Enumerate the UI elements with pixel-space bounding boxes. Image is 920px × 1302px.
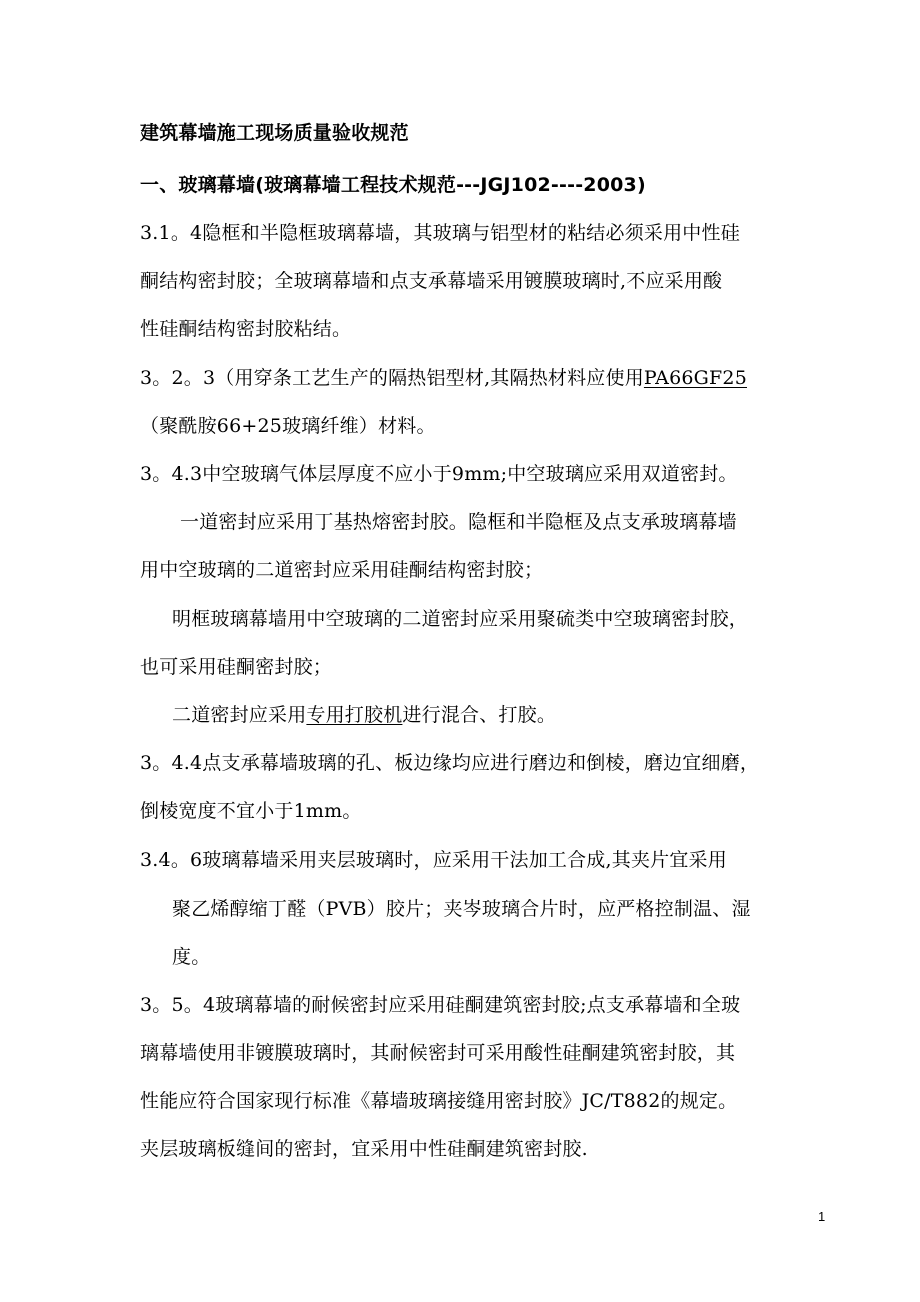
paragraph-line: 倒棱宽度不宜小于1mm。 (140, 800, 362, 822)
paragraph-line: 3。4.3中空玻璃气体层厚度不应小于9mm;中空玻璃应采用双道密封。 (140, 463, 738, 485)
paragraph-line: 也可采用硅酮密封胶； (140, 656, 333, 678)
paragraph-line: 3。5。4玻璃幕墙的耐候密封应采用硅酮建筑密封胶;点支承幕墙和全玻 (140, 994, 741, 1016)
paragraph-line (140, 366, 747, 390)
paragraph-line: 酮结构密封胶；全玻璃幕墙和点支承幕墙采用镀膜玻璃时,不应采用酸 (140, 270, 723, 292)
paragraph-line: 聚乙烯醇缩丁醛（PVB）胶片；夹岑玻璃合片时，应严格控制温、湿 (172, 898, 751, 920)
page-number: 1 (818, 1209, 826, 1224)
paragraph-line: 一道密封应采用丁基热熔密封胶。隐框和半隐框及点支承玻璃幕墙 (180, 511, 737, 533)
paragraph-line (172, 703, 556, 727)
paragraph-line: 度。 (172, 946, 211, 968)
line-text: 二道密封应采用 (172, 704, 307, 726)
paragraph-line: 3.4。6玻璃幕墙采用夹层玻璃时，应采用干法加工合成,其夹片宜采用 (140, 849, 727, 871)
paragraph-line: （聚酰胺66+25玻璃纤维）材料。 (140, 415, 436, 437)
paragraph-line: 3。4.4点支承幕墙玻璃的孔、板边缘均应进行磨边和倒棱，磨边宜细磨， (140, 752, 760, 774)
paragraph-line: 璃幕墙使用非镀膜玻璃时，其耐候密封可采用酸性硅酮建筑密封胶，其 (140, 1042, 736, 1064)
paragraph-line: 明框玻璃幕墙用中空玻璃的二道密封应采用聚硫类中空玻璃密封胶， (172, 608, 749, 630)
paragraph-line: 用中空玻璃的二道密封应采用硅酮结构密封胶； (140, 559, 544, 581)
underlined-term: PA66GF25 (643, 367, 747, 389)
document-title: 建筑幕墙施工现场质量验收规范 (140, 122, 409, 144)
section-heading: 一、玻璃幕墙(玻璃幕墙工程技术规范---JGJ102----2003) (140, 174, 646, 196)
paragraph-line: 3.1。4隐框和半隐框玻璃幕墙，其玻璃与铝型材的粘结必须采用中性硅 (140, 222, 740, 244)
underlined-term: 专用打胶机 (306, 704, 403, 726)
paragraph-line: 性能应符合国家现行标准《幕墙玻璃接缝用密封胶》JC/T882的规定。 (140, 1090, 738, 1112)
paragraph-line: 性硅酮结构密封胶粘结。 (140, 318, 352, 340)
paragraph-line: 夹层玻璃板缝间的密封，宜采用中性硅酮建筑密封胶. (140, 1138, 588, 1160)
line-text: 进行混合、打胶。 (402, 704, 557, 726)
line-text: 3。2。3（用穿条工艺生产的隔热铝型材,其隔热材料应使用 (140, 367, 644, 389)
